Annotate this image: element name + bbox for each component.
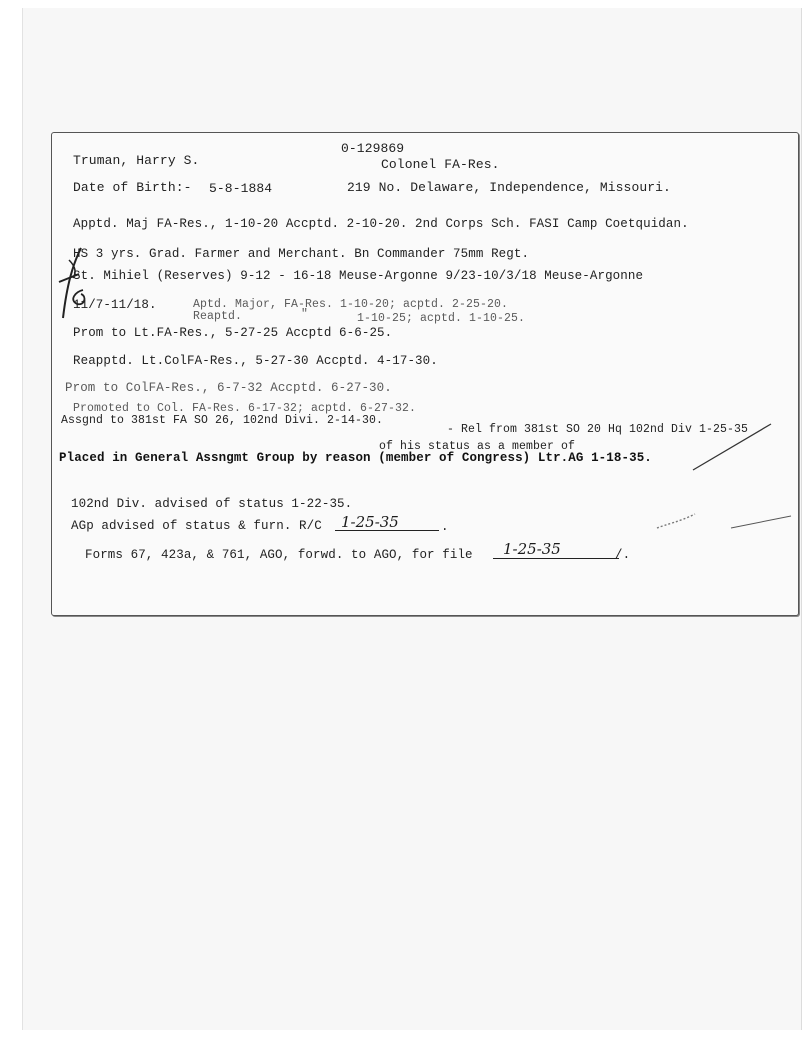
margin-handwritten-note [57, 244, 91, 324]
appointment-line: Apptd. Maj FA-Res., 1-10-20 Accptd. 2-10-20. 2nd Corps Sch. FASI Camp Coetquidan. [73, 217, 689, 231]
general-assignment-line: Placed in General Assngmt Group by reason (member of Congress) Ltr.AG 1-18-35. [59, 451, 652, 465]
ink-speck [653, 510, 699, 534]
status-insert: of his status as a member of [379, 440, 576, 453]
battles-line-2: 11/7-11/18. [73, 298, 157, 312]
prom-ltcol-line: Prom to Lt.FA-Res., 5-27-25 Accptd 6-6-25. [73, 326, 393, 340]
agp-handwritten-date: 1-25-35 [341, 513, 399, 531]
dob-label: Date of Birth:- [73, 180, 192, 195]
reaptd-dates: 1-10-25; acptd. 1-10-25. [357, 312, 526, 325]
forms-date-underline [493, 558, 619, 559]
record-address: 219 No. Delaware, Independence, Missouri. [347, 180, 671, 195]
agp-advised-line: AGp advised of status & furn. R/C [71, 519, 322, 533]
record-rank: Colonel FA-Res. [381, 157, 500, 172]
dob-value: 5-8-1884 [209, 181, 273, 196]
prom-col-line: Prom to ColFA-Res., 6-7-32 Accptd. 6-27-30. [65, 381, 392, 395]
forms-line: Forms 67, 423a, & 761, AGO, forwd. to AGO, for file [85, 548, 473, 562]
aptd-major-line: Aptd. Major, FA-Res. 1-10-20; acptd. 2-25-20. [193, 298, 509, 311]
record-serial: 0-129869 [341, 141, 405, 156]
education-line: HS 3 yrs. Grad. Farmer and Merchant. Bn Commander 75mm Regt. [73, 247, 530, 261]
div-advised-line: 102nd Div. advised of status 1-22-35. [71, 497, 353, 511]
reaptd-label: Reaptd. [193, 310, 243, 323]
handwritten-stroke [691, 420, 775, 472]
battles-line-1: St. Mihiel (Reserves) 9-12 - 16-18 Meuse-Argonne 9/23-10/3/18 Meuse-Argonne [73, 269, 644, 283]
assignment-line: Assgnd to 381st FA SO 26, 102nd Divi. 2-14-30. [61, 414, 384, 427]
document-page [22, 8, 802, 1030]
forms-end: /. [615, 548, 631, 562]
forms-handwritten-date: 1-25-35 [503, 540, 561, 558]
release-line: - Rel from 381st SO 20 Hq 102nd Div 1-25-35 [447, 423, 749, 436]
agp-end: . [441, 520, 449, 534]
record-name: Truman, Harry S. [73, 153, 200, 168]
handwritten-stroke [729, 512, 795, 532]
reapptd-ltcol-line: Reapptd. Lt.ColFA-Res., 5-27-30 Accptd. 4-17-30. [73, 354, 438, 368]
reaptd-ditto: " [301, 308, 309, 321]
agp-date-underline [335, 530, 439, 531]
margin-file-signature [57, 244, 91, 324]
promoted-col-line: Promoted to Col. FA-Res. 6-17-32; acptd. 6-27-32. [73, 402, 417, 415]
service-record-card [51, 132, 799, 616]
